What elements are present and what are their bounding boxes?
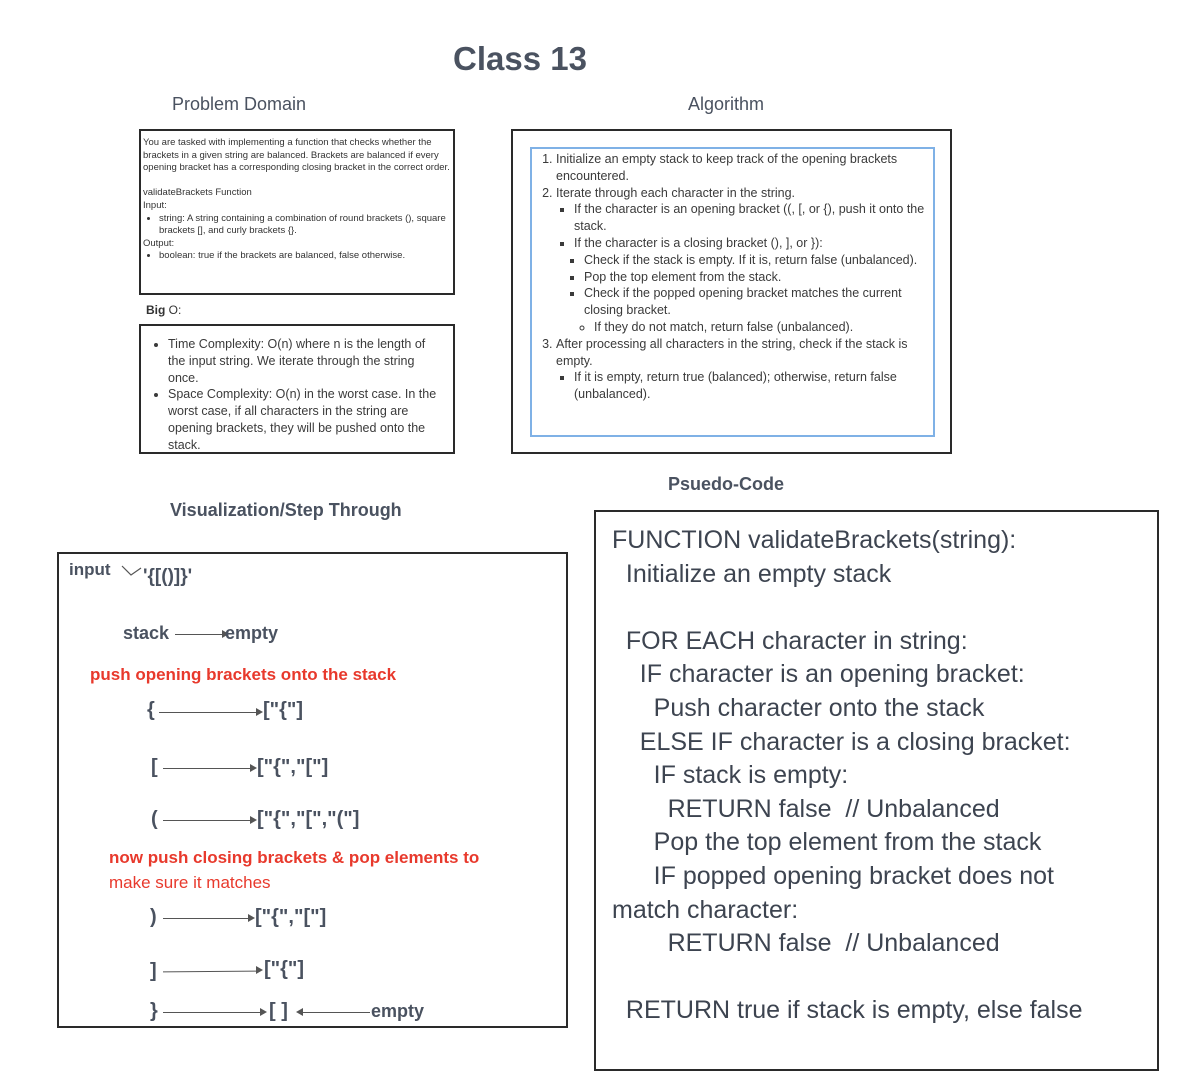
code-line: FOR EACH character in string: xyxy=(612,626,968,655)
push-caption: push opening brackets onto the stack xyxy=(90,665,397,684)
algorithm-step-1: 1. Initialize an empty stack to keep track of the opening brackets encountered. xyxy=(556,151,925,185)
push-step-char: [ xyxy=(151,756,158,778)
arrow-line xyxy=(159,712,259,713)
push-step-char: ( xyxy=(151,808,158,830)
arrow-head xyxy=(256,708,263,716)
code-line: ELSE IF character is a closing bracket: xyxy=(612,727,1071,756)
arrow-head xyxy=(260,1008,267,1016)
algorithm-step-3a: ▪ If it is empty, return true (balanced); otherwise, return false (unbalanced). xyxy=(574,369,925,403)
problem-domain-box xyxy=(139,129,455,295)
pseudo-code-heading: Psuedo-Code xyxy=(668,474,785,494)
arrow-line xyxy=(163,1012,263,1013)
arrow-line xyxy=(163,820,253,821)
arrow-head xyxy=(248,914,255,922)
algorithm-heading: Algorithm xyxy=(688,94,765,114)
input-label: Input: xyxy=(143,199,167,211)
pseudo-code-box xyxy=(594,510,1159,1071)
arrow-line xyxy=(163,918,251,919)
algorithm-step-3: 3. After processing all characters in the string, check if the stack is empty. ▪ If it is empty, return true (balanced); otherwise, return false (unbalanced). xyxy=(556,336,925,403)
pop-step-char: } xyxy=(150,1000,158,1022)
big-o-label: Big O: xyxy=(146,303,182,317)
stack-label: stack xyxy=(123,623,170,643)
time-complexity: • Time Complexity: O(n) where n is the length of the input string. We iterate through the string once. xyxy=(168,336,443,386)
big-o-box xyxy=(139,324,455,454)
input-item: • string: A string containing a combination of round brackets (), square brackets [], and curly brackets {}. xyxy=(159,213,451,238)
input-label: input xyxy=(69,560,111,579)
visualization-box xyxy=(57,552,568,1028)
pop-step-stack: ["{","["] xyxy=(255,906,327,928)
space-complexity: • Space Complexity: O(n) in the worst case. In the worst case, if all characters in the string are opening brackets, they will be pushed onto the stack. xyxy=(168,386,443,453)
code-line: RETURN true if stack is empty, else false xyxy=(612,996,1083,1025)
input-arrow xyxy=(121,564,145,578)
arrow-head xyxy=(256,966,263,974)
pop-step-char: ] xyxy=(150,960,157,982)
algorithm-step-2a: ▪ If the character is an opening bracket ((, [, or {), push it onto the stack. xyxy=(574,201,925,235)
arrow-line xyxy=(302,1012,370,1013)
arrow-line xyxy=(163,971,259,973)
push-step-stack: ["{","[","("] xyxy=(257,808,360,830)
algorithm-step-2b3: ▪ Check if the popped opening bracket matches the current closing bracket. ◦ If they do not match, return false (unbalanced). xyxy=(584,285,925,335)
stack-arrow-line xyxy=(175,634,225,635)
arrow-line xyxy=(163,768,253,769)
code-line: RETURN false // Unbalanced xyxy=(612,929,1000,958)
final-empty-label: empty xyxy=(371,1001,425,1021)
code-line: FUNCTION validateBrackets(string): xyxy=(612,526,1017,554)
pseudo-code-block xyxy=(596,512,1157,1028)
pop-caption-rest: make sure it matches xyxy=(109,873,271,892)
code-line: match character: xyxy=(612,895,799,924)
pop-step-char: ) xyxy=(150,906,157,928)
pop-caption-bold: now push closing brackets & pop elements to xyxy=(109,848,480,867)
arrow-head xyxy=(250,816,257,824)
page-title: Class 13 xyxy=(453,40,587,77)
output-label: Output: xyxy=(143,237,175,249)
stack-value: empty xyxy=(225,623,279,643)
pop-step-stack: ["{"] xyxy=(264,958,305,980)
arrow-head xyxy=(250,764,257,772)
code-line: IF popped opening bracket does not xyxy=(612,861,1054,890)
input-value: '{[()]}' xyxy=(143,566,193,587)
pop-step-stack: [ ] xyxy=(269,1000,288,1022)
visualization-heading: Visualization/Step Through xyxy=(170,500,402,520)
code-line: IF stack is empty: xyxy=(612,761,849,790)
push-step-char: { xyxy=(147,699,155,721)
code-line: Push character onto the stack xyxy=(612,693,985,722)
algorithm-step-2b1: ▪ Check if the stack is empty. If it is, return false (unbalanced). xyxy=(584,252,925,269)
problem-domain-heading: Problem Domain xyxy=(172,94,307,114)
push-step-stack: ["{"] xyxy=(263,699,304,721)
algorithm-step-2b2: ▪ Pop the top element from the stack. xyxy=(584,269,925,286)
code-line: RETURN false // Unbalanced xyxy=(612,794,1000,823)
push-step-stack: ["{","["] xyxy=(257,756,329,778)
code-line: Pop the top element from the stack xyxy=(612,828,1042,857)
algorithm-inner-frame xyxy=(530,147,935,437)
algorithm-step-2: 2. Iterate through each character in the string. ▪ If the character is an opening bracket ((, [, or {), push it onto the stack. ▪ If the character is a closing bracket (), ], or }): ▪ Check if the stack is empty. If it is, return false (unbalanced). ▪ Pop the top element from the stack. ▪ Check if the popped opening bracket matches the current closing bracket. ◦ If they do not match, return false (unbalanced). xyxy=(556,185,925,336)
function-name: validateBrackets Function xyxy=(143,187,252,199)
algorithm-box xyxy=(511,129,952,454)
problem-intro: You are tasked with implementing a function that checks whether the brackets in a given string are balanced. Brackets are balanced if every opening bracket has a corresponding closing bracket in the correct order. xyxy=(143,137,450,174)
algorithm-step-2b: ▪ If the character is a closing bracket (), ], or }): ▪ Check if the stack is empty. If it is, return false (unbalanced). ▪ Pop the top element from the stack. ▪ Check if the popped opening bracket matches the current closing bracket. ◦ If they do not match, return false (unbalanced). xyxy=(574,235,925,336)
code-line: IF character is an opening bracket: xyxy=(612,660,1025,689)
output-item: • boolean: true if the brackets are balanced, false otherwise. xyxy=(159,250,451,263)
code-line: Initialize an empty stack xyxy=(612,559,892,588)
algorithm-step-2b3a: ◦ If they do not match, return false (unbalanced). xyxy=(594,319,925,336)
